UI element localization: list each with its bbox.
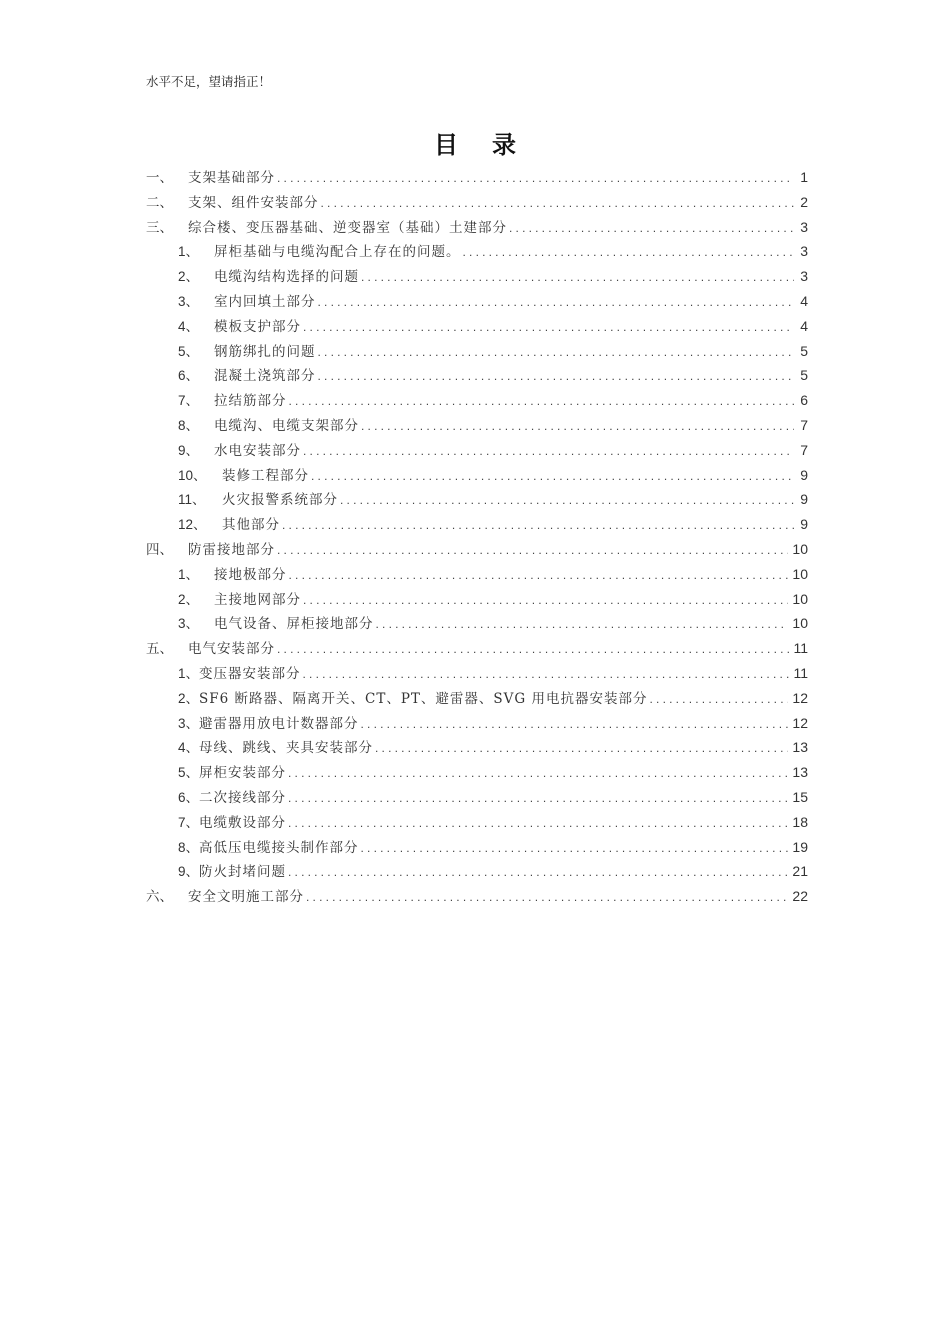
toc-page-number: 10 — [792, 615, 808, 632]
toc-page-number: 13 — [792, 764, 808, 781]
dot-leader — [318, 340, 795, 365]
toc-page-number: 22 — [792, 888, 808, 905]
toc-entry[interactable] — [146, 314, 808, 339]
toc-entry[interactable] — [146, 363, 808, 388]
dot-leader — [361, 836, 789, 861]
toc-page-number: 21 — [792, 863, 808, 880]
toc-label: 其他部分 — [222, 517, 280, 534]
toc-number: 12、 — [178, 517, 207, 533]
toc-entry[interactable] — [146, 289, 808, 314]
dot-leader — [361, 414, 794, 439]
toc-page-number: 12 — [792, 714, 808, 731]
toc-page-number: 4 — [800, 292, 808, 309]
page-title: 目录 — [434, 131, 550, 159]
dot-leader — [311, 464, 794, 489]
toc-number: 7、 — [178, 393, 200, 409]
toc-number: 六、 — [146, 889, 173, 906]
toc-number: 4、 — [178, 318, 200, 334]
toc-number: 2、 — [178, 269, 200, 285]
toc-page-number: 9 — [800, 516, 808, 533]
toc-number: 2、 — [178, 591, 200, 607]
toc-number: 五、 — [146, 641, 173, 658]
toc-page-number: 7 — [800, 416, 808, 433]
toc-entry[interactable] — [146, 785, 808, 810]
toc-entry[interactable] — [146, 487, 808, 512]
toc-page-number: 19 — [792, 838, 808, 855]
dot-leader — [318, 290, 795, 315]
dot-leader — [288, 761, 788, 786]
dot-leader — [303, 439, 794, 464]
toc-label: 支架、组件安装部分 — [188, 194, 319, 211]
toc-page-number: 7 — [800, 441, 808, 458]
toc-label: 变压器安装部分 — [199, 665, 301, 682]
toc-label: 电缆敷设部分 — [199, 814, 287, 831]
toc-number: 7、 — [178, 814, 200, 830]
dot-leader — [288, 786, 788, 811]
toc-label: 电缆沟、电缆支架部分 — [214, 417, 359, 434]
toc-entry[interactable] — [146, 636, 808, 661]
toc-label: 电气设备、屏柜接地部分 — [214, 616, 374, 633]
toc-number: 1、 — [178, 244, 200, 260]
toc-label: 水电安装部分 — [214, 442, 301, 459]
toc-label: 电气安装部分 — [188, 641, 275, 658]
toc-entry[interactable] — [146, 562, 808, 587]
dot-leader — [288, 811, 788, 836]
toc-entry[interactable] — [146, 537, 808, 562]
toc-entry[interactable] — [146, 215, 808, 240]
dot-leader — [303, 662, 790, 687]
toc-page-number: 12 — [792, 689, 808, 706]
toc-page-number: 10 — [792, 590, 808, 607]
toc-label: 二次接线部分 — [199, 789, 287, 806]
toc-entry[interactable] — [146, 835, 808, 860]
toc-entry[interactable] — [146, 810, 808, 835]
dot-leader — [509, 216, 794, 241]
toc-page-number: 18 — [792, 813, 808, 830]
toc-number: 6、 — [178, 368, 200, 384]
toc-page-number: 15 — [792, 788, 808, 805]
dot-leader — [277, 166, 794, 191]
dot-leader — [650, 687, 789, 712]
toc-entry[interactable] — [146, 512, 808, 537]
toc-label: 钢筋绑扎的问题 — [214, 343, 316, 360]
toc-label: 火灾报警系统部分 — [222, 492, 338, 509]
dot-leader — [361, 265, 794, 290]
toc-page-number: 5 — [800, 367, 808, 384]
dot-leader — [306, 885, 788, 910]
toc-page-number: 5 — [800, 342, 808, 359]
table-of-contents — [146, 165, 808, 909]
toc-number: 1、 — [178, 665, 200, 681]
toc-number: 3、 — [178, 616, 200, 632]
toc-number: 4、 — [178, 740, 200, 756]
toc-entry[interactable] — [146, 463, 808, 488]
toc-entry[interactable] — [146, 388, 808, 413]
toc-label: 避雷器用放电计数器部分 — [199, 715, 359, 732]
toc-entry[interactable] — [146, 661, 808, 686]
toc-entry[interactable] — [146, 760, 808, 785]
toc-number: 3、 — [178, 293, 200, 309]
toc-entry[interactable] — [146, 735, 808, 760]
dot-leader — [289, 563, 789, 588]
toc-number: 9、 — [178, 442, 200, 458]
toc-entry[interactable] — [146, 413, 808, 438]
toc-label: 支架基础部分 — [188, 170, 275, 186]
toc-entry[interactable] — [146, 190, 808, 215]
toc-label: 接地极部分 — [214, 566, 287, 583]
dot-leader — [277, 538, 788, 563]
toc-number: 四、 — [146, 541, 173, 558]
toc-number: 6、 — [178, 789, 200, 805]
toc-label: 母线、跳线、夹具安装部分 — [199, 740, 374, 757]
toc-page-number: 9 — [800, 491, 808, 508]
toc-label: 主接地网部分 — [214, 591, 301, 608]
toc-label: 综合楼、变压器基础、逆变器室（基础）土建部分 — [188, 219, 507, 236]
toc-number: 11、 — [178, 492, 206, 508]
dot-leader — [463, 240, 795, 265]
toc-page-number: 11 — [793, 664, 808, 681]
toc-page-number: 1 — [800, 169, 808, 185]
toc-number: 2、 — [178, 690, 200, 706]
toc-entry[interactable] — [146, 686, 808, 711]
dot-leader — [318, 364, 795, 389]
toc-label: SF6 断路器、隔离开关、CT、PT、避雷器、SVG 用电抗器安装部分 — [199, 690, 648, 707]
toc-label: 拉结筋部分 — [214, 393, 287, 410]
toc-entry[interactable] — [146, 239, 808, 264]
toc-entry[interactable] — [146, 339, 808, 364]
toc-number: 9、 — [178, 864, 200, 880]
toc-entry[interactable] — [146, 884, 808, 909]
toc-label: 屏柜安装部分 — [199, 765, 287, 782]
toc-number: 3、 — [178, 715, 200, 731]
dot-leader — [303, 315, 794, 340]
toc-entry[interactable] — [146, 438, 808, 463]
dot-leader — [376, 612, 789, 637]
toc-page-number: 3 — [800, 243, 808, 260]
toc-page-number: 2 — [800, 193, 808, 210]
toc-label: 高低压电缆接头制作部分 — [199, 839, 359, 856]
toc-label: 混凝土浇筑部分 — [214, 368, 316, 385]
toc-page-number: 10 — [792, 565, 808, 582]
toc-entry[interactable] — [146, 587, 808, 612]
toc-entry[interactable] — [146, 711, 808, 736]
toc-number: 10、 — [178, 467, 207, 483]
toc-label: 防雷接地部分 — [188, 541, 275, 558]
toc-number: 二、 — [146, 194, 173, 211]
dot-leader — [277, 637, 789, 662]
toc-page-number: 9 — [800, 466, 808, 483]
toc-label: 安全文明施工部分 — [188, 889, 304, 906]
toc-entry[interactable] — [146, 165, 808, 190]
toc-page-number: 3 — [800, 268, 808, 285]
toc-label: 装修工程部分 — [222, 467, 309, 484]
dot-leader — [321, 191, 795, 216]
dot-leader — [375, 736, 788, 761]
dot-leader — [340, 488, 794, 513]
toc-entry[interactable] — [146, 611, 808, 636]
dot-leader — [288, 860, 788, 885]
dot-leader — [289, 389, 795, 414]
dot-leader — [361, 712, 789, 737]
toc-number: 8、 — [178, 839, 200, 855]
toc-page-number: 6 — [800, 392, 808, 409]
toc-page-number: 4 — [800, 317, 808, 334]
header-note: 水平不足，望请指正！ — [146, 74, 272, 89]
toc-page-number: 13 — [792, 739, 808, 756]
toc-number: 一、 — [146, 170, 173, 186]
toc-page-number: 10 — [792, 540, 808, 557]
toc-number: 8、 — [178, 417, 200, 433]
dot-leader — [282, 513, 794, 538]
toc-entry[interactable] — [146, 264, 808, 289]
toc-page-number: 3 — [800, 218, 808, 235]
toc-page-number: 11 — [793, 640, 808, 657]
dot-leader — [303, 588, 788, 613]
toc-number: 5、 — [178, 343, 200, 359]
toc-number: 三、 — [146, 219, 173, 236]
toc-label: 屏柜基础与电缆沟配合上存在的问题。 — [214, 244, 461, 261]
toc-entry[interactable] — [146, 859, 808, 884]
toc-label: 室内回填土部分 — [214, 293, 316, 310]
toc-label: 模板支护部分 — [214, 318, 301, 335]
toc-number: 5、 — [178, 765, 200, 781]
toc-label: 电缆沟结构选择的问题 — [214, 269, 359, 286]
toc-number: 1、 — [178, 566, 200, 582]
toc-label: 防火封堵问题 — [199, 864, 287, 881]
